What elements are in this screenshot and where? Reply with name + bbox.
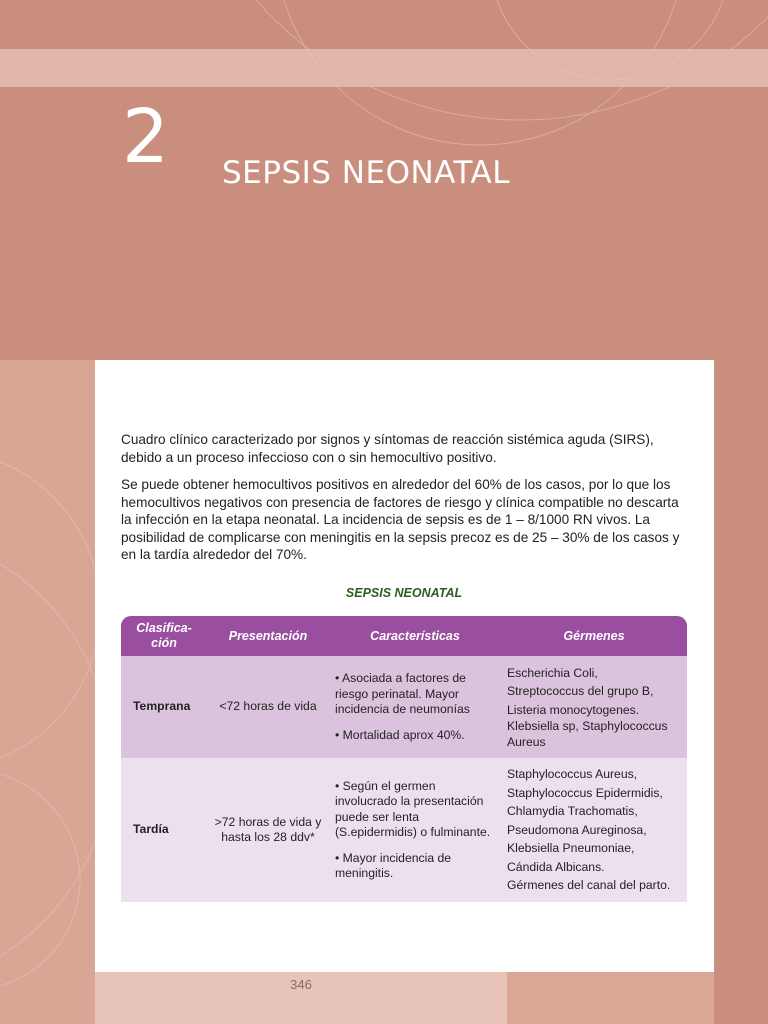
cell-presentacion: >72 horas de vida y hasta los 28 ddv* [207,758,329,902]
germen-item: Staphylococcus Aureus, [507,767,638,782]
header-germenes: Gérmenes [501,616,687,656]
cell-presentacion: <72 horas de vida [207,656,329,758]
germen-item: Listeria monocytogenes. [507,702,640,717]
incidence-paragraph: Se puede obtener hemocultivos positivos en alrededor del 60% de los casos, por lo que los hemocultivos negativos con presencia de factores de riesgo y clínica compatible no descarta la infección en la etapa neonatal. La incidencia de sepsis es de 1 – 8/1000 RN vivos. La posibilidad de complicarse con meningitis en la sepsis precoz es de 25 – 30% de los casos y en la tardía alrededor del 70%. [121,477,680,562]
right-margin-strip [714,360,768,1024]
intro-paragraph: Cuadro clínico caracterizado por signos y síntomas de reacción sistémica aguda (SIRS), debido a un proceso infeccioso con o sin hemocultivo positivo. [121,432,654,465]
header-clasificacion: Clasifica-ción [121,616,207,656]
germen-item: Klebsiella sp, Staphylococcus Aureus [507,719,668,749]
table-row-tardia [121,758,687,902]
cell-caracteristicas [329,758,501,902]
germen-item: Cándida Albicans. [507,859,605,874]
caracteristica-item: • Mayor incidencia de meningitis. [335,850,452,880]
sepsis-table [121,616,687,902]
cell-germenes [501,758,687,902]
header-caracteristicas: Características [329,616,501,656]
germen-item: Gérmenes del canal del parto. [507,878,671,893]
chapter-number: 2 [122,94,170,180]
left-margin-strip [0,360,95,1024]
germen-item: Streptococcus del grupo B, [507,684,654,699]
header-presentacion: Presentación [207,616,329,656]
germen-item: Staphylococcus Epidermidis, [507,785,663,800]
cell-clasificacion: Tardía [121,758,207,902]
germen-item: Chlamydia Trachomatis, [507,804,638,819]
caracteristica-item: • Según el germen involucrado la presentación puede ser lenta (S.epidermidis) o fulminante. [335,778,491,839]
caracteristica-item: • Mortalidad aprox 40%. [335,727,465,742]
germen-item: Klebsiella Pneumoniae, [507,841,635,856]
chapter-title: SEPSIS NEONATAL [222,155,510,191]
germen-item: Escherichia Coli, [507,665,598,680]
page-number: 346 [290,977,312,992]
caracteristica-item: • Asociada a factores de riesgo perinatal. Mayor incidencia de neumonías [335,671,470,716]
cell-caracteristicas [329,656,501,758]
table-row-temprana [121,656,687,758]
footer-right-block [507,972,714,1024]
cell-germenes [501,656,687,758]
cell-clasificacion: Temprana [121,656,207,758]
table-title: SEPSIS NEONATAL [345,586,463,600]
table-header-row [121,616,687,656]
germen-item: Pseudomona Aureginosa, [507,822,647,837]
header-band [0,49,768,87]
